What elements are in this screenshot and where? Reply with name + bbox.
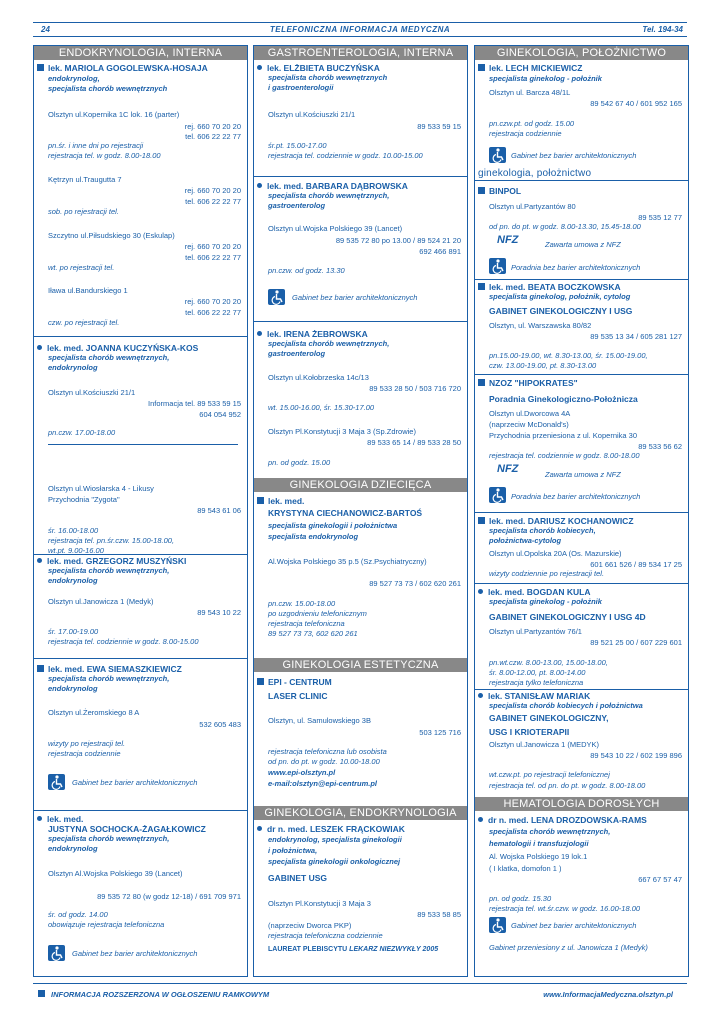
award: LAUREAT PLEBISCYTU (268, 946, 348, 953)
specialty: endokrynolog, specjalista ginekologii (268, 835, 402, 844)
hours: pn.czw. 15.00-18.00 (268, 599, 336, 608)
address: Olsztyn ul.Dworcowa 4A (489, 409, 571, 418)
page-title: TELEFONICZNA INFORMACJA MEDYCZNA (269, 25, 451, 34)
hours: pn. od godz. 15.30 (489, 894, 552, 903)
address: Olsztyn, ul. Warszawska 80/82 (489, 321, 592, 330)
clinic-name: GABINET GINEKOLOGICZNY, (489, 713, 609, 723)
bullet-dot-icon (37, 558, 42, 563)
page-number: 24 (41, 25, 50, 34)
address: Olsztyn ul.Wojska Polskiego 39 (Lancet) (268, 224, 403, 233)
phone: 89 543 10 22 (197, 608, 241, 617)
phone: tel. 606 22 22 77 (185, 132, 241, 141)
nfz-logo: NFZ (497, 234, 519, 246)
hours: rejestracja tylko telefoniczna (489, 678, 584, 687)
column-1 (33, 45, 248, 977)
phone: 89 542 67 40 / 601 952 165 (590, 99, 682, 108)
specialty: specjalista chorób wewnętrznych, (489, 827, 611, 836)
specialty: specjalista ginekologii onkologicznej (268, 857, 401, 866)
accessibility-note: Gabinet bez barier architektonicznych (72, 949, 198, 958)
hours: rejestracja tel. codziennie w godz. 10.00-15.00 (268, 151, 423, 160)
specialty: specjalista chorób wewnętrznych, (48, 834, 170, 843)
phone: 89 527 73 73 / 602 620 261 (369, 579, 461, 588)
hours: rejestracja tel. od pn. do pt. w godz. 8.00-18.00 (489, 781, 646, 790)
hours: rejestracja tel. w godz. 8.00-18.00 (48, 151, 161, 160)
address: Iława ul.Bandurskiego 1 (48, 286, 128, 295)
phone: tel. 606 22 22 77 (185, 197, 241, 206)
doctor-name: lek. med. JOANNA KUCZYŃSKA-KOS (47, 343, 199, 353)
phone: 89 533 28 50 / 503 716 720 (369, 384, 461, 393)
hours: pn.15.00-19.00, wt. 8.30-13.00, śr. 15.00-19.00, (489, 351, 648, 360)
bullet-square-icon (257, 497, 264, 504)
hours: pn.wt.czw. 8.00-13.00, 15.00-18.00, (489, 658, 608, 667)
bullet-dot-icon (257, 183, 262, 188)
section-title: GINEKOLOGIA ESTETYCZNA (254, 658, 467, 672)
section-title: ginekologia, położnictwo (475, 167, 688, 181)
wheelchair-icon (268, 289, 285, 305)
address: Przychodnia "Zygota" (48, 495, 120, 504)
address: Al. Wojska Polskiego 19 lok.1 (489, 852, 588, 861)
wheelchair-icon (48, 945, 65, 961)
column-3 (474, 45, 689, 977)
doctor-name: lek. STANISŁAW MARIAK (488, 691, 591, 701)
wheelchair-icon (489, 147, 506, 163)
hours: rejestracja telefoniczna lub osobista (268, 747, 387, 756)
nfz-logo: NFZ (497, 463, 519, 475)
address: Olsztyn Al.Wojska Polskiego 39 (Lancet) (48, 869, 183, 878)
phone: 89 535 13 34 / 605 281 127 (590, 332, 682, 341)
hours: wizyty codziennie po rejestracji tel. (489, 569, 605, 578)
address: Olsztyn ul. Barcza 48/1L (489, 88, 571, 97)
wheelchair-icon (48, 774, 65, 790)
clinic-name: GABINET GINEKOLOGICZNY I USG (489, 306, 633, 316)
doctor-name: lek. IRENA ŻEBROWSKA (267, 329, 368, 339)
accessibility-note: Gabinet bez barier architektonicznych (72, 778, 198, 787)
hours: od pn. do pt. w godz. 10.00-18.00 (268, 757, 380, 766)
page-header (33, 22, 687, 37)
bullet-square-icon (478, 187, 485, 194)
hours: śr. od godz. 14.00 (48, 910, 108, 919)
hours: rejestracja codziennie (48, 749, 121, 758)
bullet-dot-icon (37, 816, 42, 821)
address: Olsztyn ul.Kościuszki 21/1 (48, 388, 136, 397)
address: (naprzeciw McDonald's) (489, 420, 569, 429)
specialty: gastroenterolog (268, 201, 326, 210)
nfz-contract-note: Zawarta umowa z NFZ (545, 470, 621, 479)
hours: rejestracja codziennie (489, 129, 562, 138)
specialty: położnictwa-cytolog (489, 536, 562, 545)
doctor-name: dr n. med. LENA DROZDOWSKA-RAMS (488, 815, 647, 825)
bullet-square-icon (478, 379, 485, 386)
phone: 89 533 56 62 (638, 442, 682, 451)
address: Olsztyn Pl.Konstytucji 3 Maja 3 (268, 899, 371, 908)
bullet-dot-icon (257, 826, 262, 831)
phone: Informacja tel. 89 533 59 15 (148, 399, 241, 408)
specialty: i położnictwa, (268, 846, 318, 855)
phone: 89 535 72 80 po 13.00 / 89 524 21 20 (335, 236, 461, 245)
address: Olsztyn ul.Partyzantów 76/1 (489, 627, 582, 636)
accessibility-note: Gabinet bez barier architektonicznych (511, 151, 637, 160)
nfz-contract-note: Zawarta umowa z NFZ (545, 240, 621, 249)
phone: rej. 660 70 20 20 (184, 122, 241, 131)
wheelchair-icon (489, 917, 506, 933)
hours: rejestracja telefoniczna (268, 619, 345, 628)
email-link[interactable]: e-mail:olsztyn@epi-centrum.pl (268, 779, 377, 788)
address-note: (naprzeciw Dworca PKP) (268, 921, 352, 930)
phone: 89 533 58 85 (417, 910, 461, 919)
address: Przychodnia przeniesiona z ul. Kopernika 30 (489, 431, 638, 440)
header-tel: Tel. 194-34 (642, 25, 683, 34)
wheelchair-icon (489, 487, 506, 503)
doctor-name: lek. med. BEATA BOCZKOWSKA (489, 282, 621, 292)
hours: rejestracja tel. pn.śr.czw. 15.00-18.00, (48, 536, 175, 545)
hours: pn.czw. 17.00-18.00 (48, 428, 116, 437)
specialty: endokrynolog (48, 684, 98, 693)
phone: 89 527 73 73, 602 620 261 (268, 629, 358, 638)
section-title: ENDOKRYNOLOGIA, INTERNA (34, 46, 247, 60)
bullet-square-icon (478, 517, 485, 524)
address: Olsztyn ul.Opolska 20A (Os. Mazurskie) (489, 549, 622, 558)
hours: pn. od godz. 15.00 (268, 458, 331, 467)
hours: od pn. do pt. w godz. 8.00-13.30, 15.45-18.00 (489, 222, 641, 231)
specialty: specjalista chorób wewnętrznych, (48, 566, 170, 575)
bullet-dot-icon (478, 817, 483, 822)
accessibility-note: Gabinet bez barier architektonicznych (292, 293, 418, 302)
phone: tel. 606 22 22 77 (185, 253, 241, 262)
hours: rejestracja telefoniczna codziennie (268, 931, 383, 940)
accessibility-note: Gabinet bez barier architektonicznych (511, 921, 637, 930)
section-title: GASTROENTEROLOGIA, INTERNA (254, 46, 467, 60)
address: Olsztyn ul.Janowicza 1 (MEDYK) (489, 740, 600, 749)
phone: 503 125 716 (419, 728, 461, 737)
specialty: endokrynolog (48, 844, 98, 853)
specialty: specjalista ginekolog - położnik (489, 597, 602, 606)
address: Szczytno ul.Piłsudskiego 30 (Eskulap) (48, 231, 175, 240)
hours: po uzgodnieniu telefonicznym (268, 609, 367, 618)
hours: wt.czw.pt. po rejestracji telefonicznej (489, 770, 610, 779)
clinic-name: EPI - CENTRUM (268, 677, 332, 687)
bullet-square-icon (37, 665, 44, 672)
doctor-name: dr n. med. LESZEK FRĄCKOWIAK (267, 824, 405, 834)
bullet-dot-icon (478, 693, 483, 698)
clinic-name: GABINET GINEKOLOGICZNY I USG 4D (489, 612, 646, 622)
hours: rejestracja tel. codziennie w godz. 8.00-18.00 (489, 451, 640, 460)
hours: wt. 15.00-16.00, śr. 15.30-17.00 (268, 403, 375, 412)
bullet-square-icon (478, 283, 485, 290)
phone: rej. 660 70 20 20 (184, 186, 241, 195)
doctor-name: lek. med. BARBARA DĄBROWSKA (267, 181, 408, 191)
bullet-dot-icon (37, 345, 42, 350)
hours: śr.pt. 15.00-17.00 (268, 141, 327, 150)
bullet-dot-icon (257, 331, 262, 336)
phone: 89 533 59 15 (417, 122, 461, 131)
hours: wt.pt. 9.00-16.00 (48, 546, 104, 555)
section-title: GINEKOLOGIA DZIECIĘCA (254, 478, 467, 492)
phone: tel. 606 22 22 77 (185, 308, 241, 317)
phone: 89 535 12 77 (638, 213, 682, 222)
bullet-square-icon (257, 678, 264, 685)
bullet-dot-icon (257, 65, 262, 70)
address: Olsztyn ul.Żeromskiego 8 A (48, 708, 140, 717)
specialty: i gastroenterologii (268, 83, 334, 92)
doctor-name: lek. med. DARIUSZ KOCHANOWICZ (489, 516, 634, 526)
hours: śr. 16.00-18.00 (48, 526, 99, 535)
specialty: specjalista ginekolog - położnik (489, 74, 602, 83)
doctor-name: lek. med. EWA SIEMASZKIEWICZ (48, 664, 182, 674)
phone: 532 605 483 (199, 720, 241, 729)
doctor-name: lek. MARIOLA GOGOLEWSKA-HOSAJA (48, 63, 208, 73)
hours: wt. po rejestracji tel. (48, 263, 115, 272)
website-link[interactable]: www.epi-olsztyn.pl (268, 768, 336, 777)
bullet-dot-icon (478, 589, 483, 594)
specialty: hematologii i transfuzjologii (489, 839, 589, 848)
hours: śr. 17.00-19.00 (48, 627, 99, 636)
doctor-name: lek. med. BOGDAN KULA (488, 587, 591, 597)
specialty: specjalista chorób wewnętrznych (48, 84, 168, 93)
hours: pn.śr. i inne dni po rejestracji (48, 141, 144, 150)
specialty: gastroenterolog (268, 349, 326, 358)
address: Al.Wojska Polskiego 35 p.5 (Sz.Psychiatryczny) (268, 557, 427, 566)
specialty: endokrynolog (48, 576, 98, 585)
specialty: specjalista ginekolog, położnik, cytolog (489, 292, 631, 301)
phone: 89 521 25 00 / 607 229 601 (590, 638, 682, 647)
phone: 89 543 10 22 / 602 199 896 (590, 751, 682, 760)
address: Olsztyn ul.Wiosłarska 4 - Likusy (48, 484, 154, 493)
wheelchair-icon (489, 258, 506, 274)
address: Olsztyn ul.Partyzantów 80 (489, 202, 576, 211)
accessibility-note: Poradnia bez barier architektonicznych (511, 263, 641, 272)
section-title: HEMATOLOGIA DOROSŁYCH (475, 797, 688, 811)
address: Olsztyn ul.Kopernika 1C lok. 16 (parter) (48, 110, 180, 119)
phone: rej. 660 70 20 20 (184, 242, 241, 251)
page-footer (33, 983, 687, 999)
address: ( I klatka, domofon 1 ) (489, 864, 562, 873)
hours: czw. 13.00-19.00, pt. 8.30-13.00 (489, 361, 597, 370)
address: Olsztyn ul.Janowicza 1 (Medyk) (48, 597, 154, 606)
specialty: specjalista chorób kobiecych i położnictwa (489, 701, 643, 710)
clinic-name: USG I KRIOTERAPII (489, 727, 570, 737)
phone: 89 533 65 14 / 89 533 28 50 (367, 438, 461, 447)
section-title: GINEKOLOGIA, ENDOKRYNOLOGIA (254, 806, 467, 820)
address: Olsztyn, ul. Samulowskiego 3B (268, 716, 371, 725)
doctor-name: lek. ELŻBIETA BUCZYŃSKA (267, 63, 380, 73)
clinic-name: LASER CLINIC (268, 691, 328, 701)
clinic-name: BINPOL (489, 186, 522, 196)
specialty: specjalista chorób kobiecych, (489, 526, 596, 535)
bullet-square-icon (37, 64, 44, 71)
specialty: specjalista chorób wewnętrznych, (48, 674, 170, 683)
doctor-title: lek. med. (47, 814, 84, 824)
doctor-name: JUSTYNA SOCHOCKA-ŻAGAŁKOWICZ (48, 824, 206, 834)
specialty: specjalista chorób wewnętrznych, (268, 191, 390, 200)
doctor-name: lek. med. GRZEGORZ MUSZYŃSKI (47, 556, 187, 566)
phone: 89 535 72 80 (w godz 12-18) / 691 709 971 (97, 892, 241, 901)
clinic-name: GABINET USG (268, 873, 328, 883)
address: Kętrzyn ul.Traugutta 7 (48, 175, 122, 184)
award-title: LEKARZ NIEZWYKŁY 2005 (349, 946, 439, 953)
specialty: specjalista endokrynolog (268, 532, 359, 541)
footer-website-link[interactable]: www.InformacjaMedyczna.olsztyn.pl (543, 990, 673, 999)
specialty: specjalista chorób wewnętrznych (268, 73, 388, 82)
address: Olsztyn Pl.Konstytucji 3 Maja 3 (Sp.Zdrowie) (268, 427, 416, 436)
phone: 667 67 57 47 (638, 875, 682, 884)
hours: wizyty po rejestracji tel. (48, 739, 126, 748)
phone: rej. 660 70 20 20 (184, 297, 241, 306)
hours: pn.czw.pt. od godz. 15.00 (489, 119, 575, 128)
phone: 692 466 891 (419, 247, 461, 256)
hours: sob. po rejestracji tel. (48, 207, 119, 216)
clinic-name: Poradnia Ginekologiczno-Położnicza (489, 394, 638, 404)
specialty: endokrynolog, (48, 74, 100, 83)
specialty: specjalista chorób wewnętrznych, (48, 353, 170, 362)
accessibility-note: Poradnia bez barier architektonicznych (511, 492, 641, 501)
specialty: specjalista ginekologii i położnictwa (268, 521, 398, 530)
doctor-name: KRYSTYNA CIECHANOWICZ-BARTOŚ (268, 508, 423, 518)
hours: obowiązuje rejestracja telefoniczna (48, 920, 165, 929)
hours: czw. po rejestracji tel. (48, 318, 120, 327)
footer-note: INFORMACJA ROZSZERZONA W OGŁOSZENIU RAMKOWYM (51, 990, 270, 999)
hours: pn.czw. od godz. 13.30 (268, 266, 345, 275)
doctor-title: lek. med. (268, 496, 305, 506)
column-2 (253, 45, 468, 977)
hours: rejestracja tel. codziennie w godz. 8.00-15.00 (48, 637, 199, 646)
phone: 89 543 61 06 (197, 506, 241, 515)
bullet-square-icon (478, 64, 485, 71)
hours: śr. 8.00-12.00, pt. 8.00-14.00 (489, 668, 586, 677)
phone: 601 661 526 / 89 534 17 25 (590, 560, 682, 569)
doctor-name: lek. LECH MICKIEWICZ (489, 63, 583, 73)
section-title: GINEKOLOGIA, POŁOŻNICTWO (475, 46, 688, 60)
relocation-note: Gabinet przeniesiony z ul. Janowicza 1 (Medyk) (489, 943, 648, 952)
phone: 604 054 952 (199, 410, 241, 419)
address: Olsztyn ul.Kościuszki 21/1 (268, 110, 356, 119)
clinic-name: NZOZ "HIPOKRATES" (489, 378, 578, 388)
address: Olsztyn ul.Kołobrzeska 14c/13 (268, 373, 369, 382)
hours: rejestracja tel. wt.śr.czw. w godz. 16.00-18.00 (489, 904, 641, 913)
specialty: endokrynolog (48, 363, 98, 372)
specialty: specjalista chorób wewnętrznych, (268, 339, 390, 348)
